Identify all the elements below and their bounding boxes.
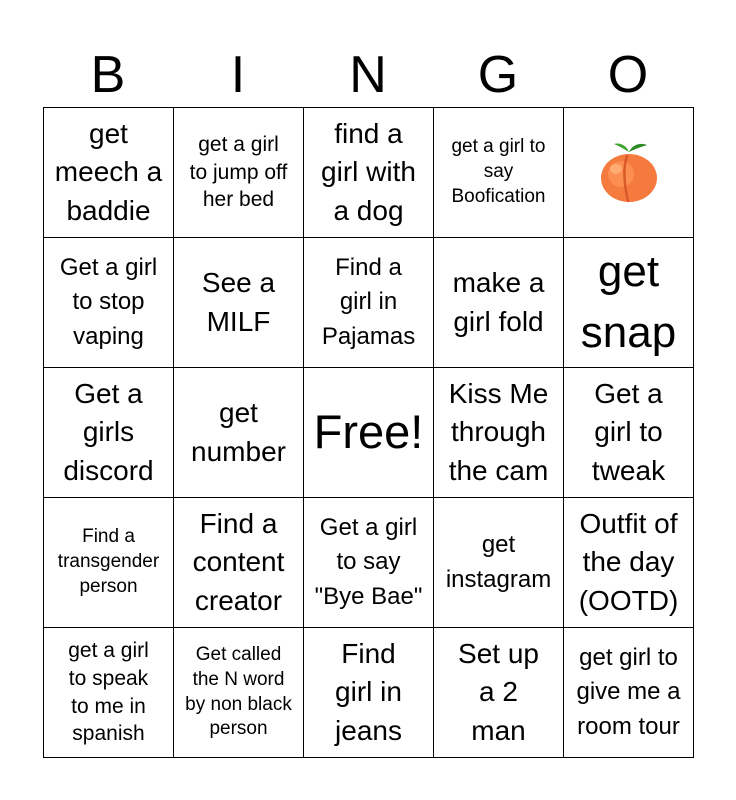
bingo-cell-b5[interactable] <box>44 628 174 758</box>
cell-label: Find a girl in Pajamas <box>321 254 416 350</box>
cell-label: get snap <box>580 246 677 357</box>
bingo-cell-b4[interactable] <box>44 498 174 628</box>
bingo-cell-b1[interactable] <box>44 108 174 238</box>
bingo-cell-i3[interactable] <box>174 368 304 498</box>
cell-label: Get a girls discord <box>63 377 154 486</box>
header-letter-b: B <box>90 46 126 104</box>
cell-label: Find girl in jeans <box>335 637 402 746</box>
cell-label: get a girl to say Boofication <box>451 136 546 207</box>
bingo-cell-o5[interactable] <box>564 628 694 758</box>
bingo-cell-o2[interactable] <box>564 238 694 368</box>
cell-label: Outfit of the day (OOTD) <box>578 507 679 616</box>
bingo-cell-i5[interactable] <box>174 628 304 758</box>
cell-label: get number <box>191 396 286 467</box>
bingo-cell-b2[interactable] <box>44 238 174 368</box>
bingo-cell-b3[interactable] <box>44 368 174 498</box>
bingo-cell-i2[interactable] <box>174 238 304 368</box>
cell-label: find a girl with a dog <box>321 117 416 226</box>
peach-icon <box>594 138 664 208</box>
bingo-cell-g1[interactable] <box>434 108 564 238</box>
bingo-cell-g3[interactable] <box>434 368 564 498</box>
cell-label: Get a girl to stop vaping <box>59 254 158 350</box>
bingo-cell-n4[interactable] <box>304 498 434 628</box>
cell-label: Find a transgender person <box>57 526 160 597</box>
bingo-cell-g4[interactable] <box>434 498 564 628</box>
bingo-cell-i1[interactable] <box>174 108 304 238</box>
cell-label: See a MILF <box>201 266 276 337</box>
cell-label: Get called the N word by non black person <box>185 644 292 740</box>
header-letter-i: I <box>230 46 246 104</box>
bingo-cell-g2[interactable] <box>434 238 564 368</box>
cell-label: Set up a 2 man <box>458 637 539 746</box>
cell-label: Kiss Me through the cam <box>448 377 549 486</box>
bingo-cell-n5[interactable] <box>304 628 434 758</box>
bingo-cell-n2[interactable] <box>304 238 434 368</box>
bingo-cell-o1[interactable] <box>564 108 694 238</box>
header-letter-n: N <box>349 46 387 104</box>
cell-label: get meech a baddie <box>54 117 163 226</box>
bingo-cell-i4[interactable] <box>174 498 304 628</box>
bingo-cell-g5[interactable] <box>434 628 564 758</box>
cell-label: get girl to give me a room tour <box>576 644 681 740</box>
cell-label: Find a content creator <box>192 507 285 616</box>
bingo-cell-free[interactable] <box>304 368 434 498</box>
cell-label: get instagram <box>445 531 552 593</box>
cell-label: get a girl to jump off her bed <box>189 132 288 212</box>
cell-label: Get a girl to tweak <box>591 377 666 486</box>
header-letter-g: G <box>477 46 519 104</box>
bingo-board <box>43 107 694 758</box>
cell-label: Get a girl to say "Bye Bae" <box>314 514 423 610</box>
free-space-label: Free! <box>313 405 424 459</box>
header-letter-o: O <box>607 46 649 104</box>
cell-label: make a girl fold <box>452 266 545 337</box>
bingo-cell-o3[interactable] <box>564 368 694 498</box>
cell-label: get a girl to speak to me in spanish <box>68 639 149 746</box>
bingo-cell-o4[interactable] <box>564 498 694 628</box>
bingo-header <box>43 44 693 106</box>
bingo-cell-n1[interactable] <box>304 108 434 238</box>
